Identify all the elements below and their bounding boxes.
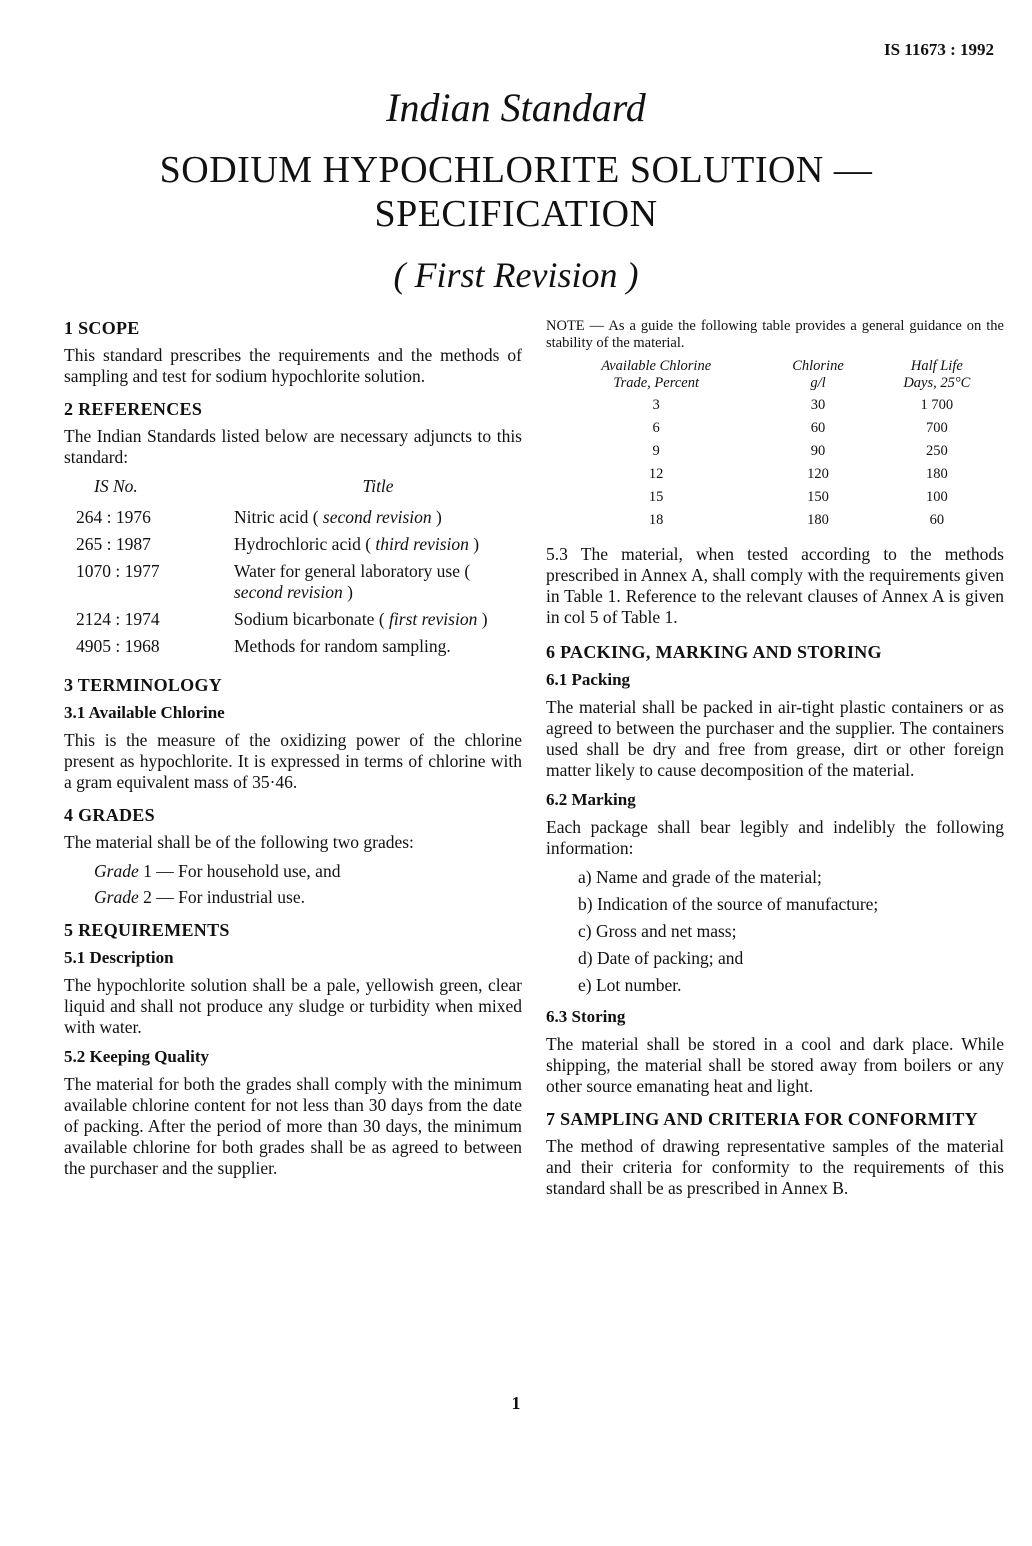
ref-title: Sodium bicarbonate ( first revision ) — [234, 609, 488, 629]
keeping-quality-heading: 5.2 Keeping Quality — [64, 1047, 209, 1066]
list-item: e) Lot number. — [578, 975, 682, 995]
standard-label: Indian Standard — [386, 85, 646, 130]
col-available-chlorine: Available Chlorine Trade, Percent — [601, 358, 712, 391]
table-row — [64, 534, 522, 561]
table-row: 9 90 250 — [652, 443, 948, 459]
right-column — [546, 318, 1004, 1211]
packing-sub: 6.1 Packing — [546, 670, 631, 689]
ref-title: Hydrochloric acid ( third revision ) — [234, 534, 480, 554]
table-row: 3 30 1 700 — [652, 397, 954, 413]
scope-section — [64, 318, 522, 387]
marking-text: Each package shall bear legibly and indelibly the following information: — [546, 817, 1004, 858]
grades-heading: 4 GRADES — [64, 805, 155, 825]
ref-no: 2124 : 1974 — [76, 609, 160, 629]
ref-title: Water for general laboratory use ( second revision ) — [234, 561, 471, 602]
list-item: a) Name and grade of the material; — [578, 867, 822, 887]
table-row — [64, 609, 522, 636]
col-title: Title — [362, 476, 394, 496]
terminology-text: This is the measure of the oxidizing power of the chlorine present as hypochlorite. It is expressed in terms of chlorine with a gram equivalent mass of 35·46. — [64, 730, 522, 792]
table-row: 12 120 180 — [648, 466, 948, 482]
note-text: NOTE — As a guide the following table provides a general guidance on the stability of the material. — [546, 318, 1004, 351]
references-section — [64, 399, 522, 663]
description-text: The hypochlorite solution shall be a pale, yellowish green, clear liquid and shall not produce any sludge or turbidity when mixed with water. — [64, 975, 522, 1037]
title-line-2: SPECIFICATION — [374, 193, 658, 235]
description-heading: 5.1 Description — [64, 948, 174, 967]
ref-no: 264 : 1976 — [76, 507, 151, 527]
list-item: c) Gross and net mass; — [578, 921, 737, 941]
terminology-sub: 3.1 Available Chlorine — [64, 703, 225, 722]
keeping-quality-text: The material for both the grades shall comply with the minimum available chlorine content for not less than 30 days from the date of packing. After the period of more than 30 days, the minimum available chlorine for both grades shall be as agreed to between the purchaser and the supplier. — [64, 1074, 522, 1178]
references-heading: 2 REFERENCES — [64, 399, 203, 419]
grades-section — [64, 805, 522, 908]
table-row: 18 180 60 — [648, 512, 945, 528]
marking-list — [578, 867, 1004, 996]
revision-label: ( First Revision ) — [393, 255, 639, 295]
storing-text: The material shall be stored in a cool and dark place. While shipping, the material shall be stored away from boilers or any other source emanating heat and light. — [546, 1034, 1004, 1096]
grade-1: Grade 1 — For household use, and — [94, 861, 341, 881]
stability-table — [546, 358, 1004, 534]
col-is-no: IS No. — [94, 476, 138, 496]
list-item: b) Indication of the source of manufacture; — [578, 894, 879, 914]
terminology-section — [64, 675, 522, 793]
grade-2: Grade 2 — For industrial use. — [94, 887, 305, 907]
ref-title: Nitric acid ( second revision ) — [234, 507, 442, 527]
col-chlorine: Chlorine g/l — [792, 358, 844, 391]
title-line-1: SODIUM HYPOCHLORITE SOLUTION — — [159, 149, 873, 191]
table-row: 15 150 100 — [648, 489, 948, 505]
list-item: d) Date of packing; and — [578, 948, 744, 968]
packing-section — [546, 642, 1004, 1097]
left-column — [64, 318, 522, 1191]
page-number: 1 — [511, 1393, 521, 1413]
requirements-heading: 5 REQUIREMENTS — [64, 920, 230, 940]
ref-title: Methods for random sampling. — [234, 636, 451, 656]
storing-heading: 6.3 Storing — [546, 1007, 626, 1026]
sampling-heading: 7 SAMPLING AND CRITERIA FOR CONFORMITY — [546, 1109, 978, 1129]
scope-text: This standard prescribes the requirements and the methods of sampling and test for sodium hypochlorite solution. — [64, 345, 522, 386]
table-row — [64, 561, 522, 609]
col-half-life: Half Life Days, 25°C — [903, 358, 971, 391]
ref-no: 1070 : 1977 — [76, 561, 160, 581]
marking-heading: 6.2 Marking — [546, 790, 636, 809]
sampling-text: The method of drawing representative samples of the material and their criteria for conformity to the requirements of this standard shall be as prescribed in Annex B. — [546, 1136, 1004, 1198]
table-row — [64, 636, 522, 663]
references-table — [64, 476, 522, 663]
clause-5-3-text: 5.3 The material, when tested according to the methods prescribed in Annex A, shall comply with the requirements given in Table 1. Reference to the relevant clauses of Annex A is given in col 5 of Table 1. — [546, 544, 1004, 627]
terminology-heading: 3 TERMINOLOGY — [64, 675, 223, 695]
scope-heading: 1 SCOPE — [64, 318, 140, 338]
table-row — [64, 507, 522, 534]
grades-text: The material shall be of the following two grades: — [64, 832, 414, 852]
references-intro: The Indian Standards listed below are necessary adjuncts to this standard: — [64, 426, 522, 467]
ref-no: 4905 : 1968 — [76, 636, 160, 656]
sampling-section — [546, 1109, 1004, 1199]
requirements-section — [64, 920, 522, 1179]
standard-code: IS 11673 : 1992 — [883, 40, 994, 59]
table-row: 6 60 700 — [652, 420, 948, 436]
ref-no: 265 : 1987 — [76, 534, 151, 554]
packing-text: The material shall be packed in air-tight plastic containers or as agreed to between the purchaser and the supplier. The containers used shall be dry and free from grease, dirt or other foreign matter likely to cause decomposition of the material. — [546, 697, 1004, 780]
packing-heading: 6 PACKING, MARKING AND STORING — [546, 642, 882, 662]
